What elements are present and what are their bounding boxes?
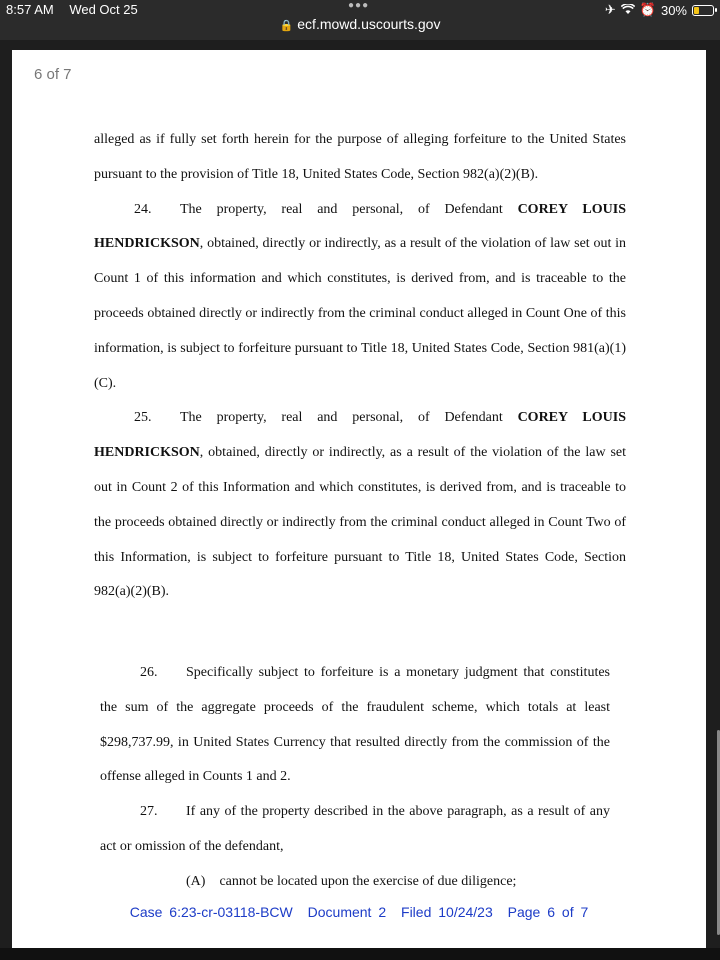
status-date: Wed Oct 25 (69, 2, 138, 17)
paragraph-number: 27. (140, 804, 158, 820)
document-body-lower (100, 656, 610, 900)
footer-case: Case 6:23-cr-03118-BCW (129, 904, 293, 920)
defendant-name: COREY LOUIS HENDRICKSON (94, 410, 626, 461)
paragraph-27 (100, 795, 610, 865)
paragraph-26 (100, 656, 610, 795)
alarm-icon: ⏰ (639, 2, 656, 17)
list-item-a (186, 865, 610, 900)
list-text: cannot be located upon the exercise of due diligence; (219, 873, 517, 889)
url-text: ecf.mowd.uscourts.gov (297, 16, 441, 32)
status-bar-left (6, 2, 150, 17)
footer-page: Page 6 of 7 (507, 904, 589, 920)
paragraph-number: 25. (134, 410, 152, 426)
battery-icon (692, 5, 714, 16)
page-indicator: 6 of 7 (34, 66, 72, 83)
paragraph-intro: alleged as if fully set forth herein for the purpose of alleging forfeiture to the United States pursuant to the provision of Title 18, United States Code, Section 982(a)(2)(B). (94, 132, 626, 182)
paragraph-24 (94, 193, 626, 402)
pdf-viewer[interactable] (0, 40, 720, 948)
paragraph-text: The property, real and personal, of Defendant (180, 410, 518, 426)
url-bar[interactable] (0, 16, 720, 32)
bottom-bar (0, 948, 720, 960)
paragraph-text: , obtained, directly or indirectly, as a result of the violation of law set out in Count 1 of this information and which constitutes, is derived from, and is traceable to the proceeds obtained directly or indirectly from the criminal conduct alleged in Count One of this information, is subject to forfeiture pursuant to Title 18, United States Code, Section 981(a)(1)(C). (94, 236, 626, 391)
airplane-icon: ✈ (604, 2, 616, 17)
status-time: 8:57 AM (6, 2, 54, 17)
paragraph-25 (94, 401, 626, 610)
battery-percent: 30% (660, 2, 687, 18)
multitasking-dots-icon[interactable]: ●●● (348, 0, 370, 11)
battery-level (694, 7, 699, 14)
document-body (94, 123, 626, 610)
paragraph-text: , obtained, directly or indirectly, as a result of the violation of the law set out in Count 2 of this Information and which constitutes, is derived from, and is traceable to the proceeds obtained directly or indirectly from the criminal conduct alleged in Count Two of this Information, is subject to forfeiture pursuant to Title 18, United States Code, Section 982(a)(2)(B). (94, 445, 626, 600)
defendant-name: COREY LOUIS HENDRICKSON (94, 201, 626, 252)
browser-chrome (0, 0, 720, 40)
paragraph-text: The property, real and personal, of Defendant (180, 201, 518, 217)
paragraph-number: 26. (140, 665, 158, 680)
pdf-page (12, 50, 706, 948)
paragraph-text: Specifically subject to forfeiture is a monetary judgment that constitutes the sum of the aggregate proceeds of the fraudulent scheme, which totals at least $298,737.99, in United States Currency that resulted directly from the commission of the offense alleged in Counts 1 and 2. (100, 665, 610, 785)
footer-document: Document 2 (307, 904, 387, 920)
lock-icon: 🔒 (279, 20, 294, 32)
list-label: (A) (186, 873, 206, 889)
ecf-footer (12, 904, 706, 920)
paragraph-number: 24. (134, 201, 152, 217)
paragraph-text: If any of the property described in the above paragraph, as a result of any act or omission of the defendant, (100, 804, 610, 854)
footer-filed: Filed 10/24/23 (401, 904, 493, 920)
